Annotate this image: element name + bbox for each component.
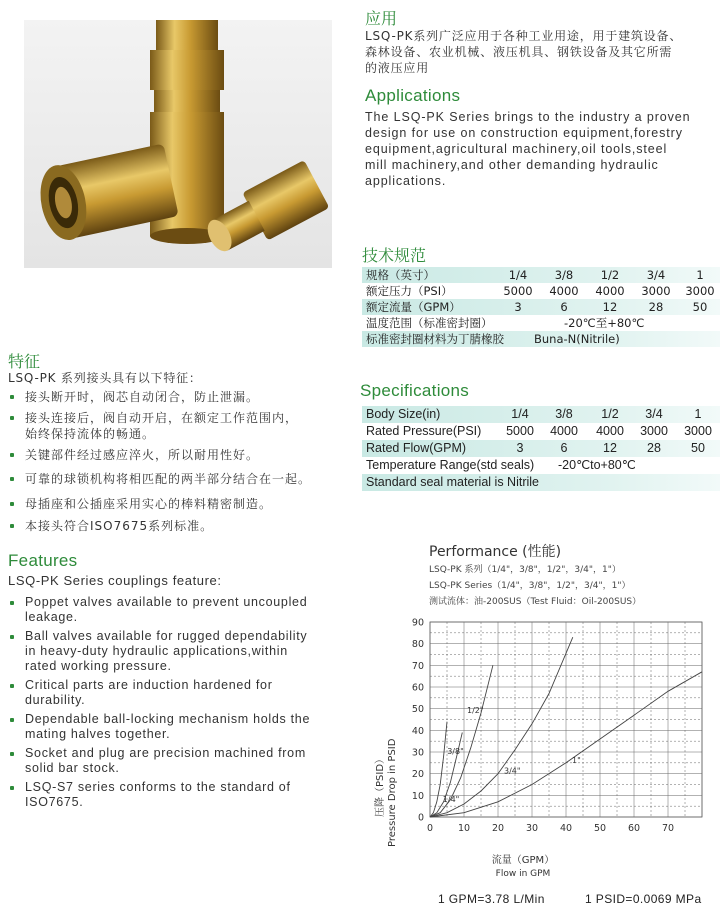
specs-zh-row (362, 331, 720, 347)
spec-value: 3/4 (646, 268, 666, 282)
spec-value: Buna-N(Nitrile) (534, 332, 620, 346)
specs-en-row (362, 423, 720, 440)
performance-title: Performance (性能) (429, 544, 562, 560)
spec-value: 3 (514, 300, 522, 314)
spec-value: 1/2 (601, 407, 619, 421)
performance-line-en: LSQ-PK Series（1/4"，3/8"，1/2"，3/4"，1"） (429, 581, 631, 591)
feature-zh-item: 接头连接后，阀自动开启，在额定工作范围内， 始终保持流体的畅通。 (8, 410, 353, 443)
spec-value: 12 (602, 300, 618, 314)
spec-value: 3000 (640, 424, 668, 438)
specs-en-row (362, 440, 720, 457)
specs-en-row (362, 457, 720, 474)
spec-value: 3000 (685, 284, 715, 298)
y-axis-title-zh: 压降（PSID） (375, 753, 386, 817)
x-tick-label: 10 (457, 823, 471, 834)
specs-en-row (362, 406, 720, 423)
spec-label: 额定流量（GPM） (366, 300, 461, 314)
features-en-heading: Features (8, 551, 78, 570)
applications-zh-line: 的液压应用 (365, 61, 430, 75)
conversion-psid: 1 PSID=0.0069 MPa (585, 892, 702, 906)
series-label: 1/4" (442, 794, 460, 804)
x-tick-label: 30 (525, 823, 539, 834)
series-label: 1" (572, 755, 581, 765)
performance-line-zh: LSQ-PK 系列（1/4"，3/8"，1/2"，3/4"，1"） (429, 565, 621, 575)
spec-value: 5000 (506, 424, 534, 438)
applications-en-heading: Applications (365, 86, 461, 105)
applications-en-text (365, 109, 715, 189)
spec-label: 标准密封圈材料为丁腈橡胶 (366, 332, 504, 346)
features-zh-heading: 特征 (8, 352, 41, 371)
feature-zh-item: 本接头符合ISO7675系列标准。 (8, 518, 353, 535)
x-tick-label: 20 (491, 823, 505, 834)
spec-value: 50 (692, 300, 708, 314)
series-label: 3/4" (504, 766, 521, 776)
applications-zh-text (365, 28, 715, 76)
spec-label: Temperature Range(std seals) (366, 458, 535, 472)
spec-value: 6 (560, 441, 568, 455)
features-en-intro: LSQ-PK Series couplings feature: (8, 573, 222, 588)
specs-zh-row (362, 267, 720, 283)
spec-value: 3/4 (645, 407, 663, 421)
spec-label: Body Size(in) (366, 407, 441, 421)
spec-value: 1/2 (600, 268, 620, 282)
spec-value: -20℃至+80℃ (564, 316, 645, 330)
features-zh-intro: LSQ-PK 系列接头具有以下特征： (8, 371, 202, 385)
spec-label: Rated Pressure(PSI) (366, 424, 482, 438)
product-photo (24, 20, 332, 268)
spec-label: Standard seal material is Nitrile (366, 475, 539, 489)
x-axis-title-zh: 流量（GPM） (491, 855, 555, 866)
y-tick-label: 30 (411, 747, 424, 759)
feature-en-item: Ball valves available for rugged dependability in heavy-duty hydraulic applications,within rated working pressure. (8, 629, 353, 674)
features-en-list (8, 595, 353, 810)
spec-value: 1/4 (508, 268, 528, 282)
y-tick-label: 0 (417, 812, 424, 824)
y-tick-label: 40 (411, 725, 424, 737)
spec-value: 28 (647, 441, 661, 455)
spec-value: 5000 (503, 284, 533, 298)
feature-en-item: LSQ-S7 series conforms to the standard of ISO7675. (8, 780, 353, 810)
applications-zh-line: 森林设备、农业机械、液压机具、钢铁设备及其它所需 (365, 45, 673, 59)
y-tick-label: 10 (411, 790, 424, 802)
spec-value: 4000 (549, 284, 579, 298)
specs-zh-row (362, 283, 720, 299)
y-tick-label: 20 (411, 769, 424, 781)
features-zh-list (8, 389, 353, 535)
specs-en-row (362, 474, 720, 491)
specs-zh-row (362, 299, 720, 315)
spec-value: 3/8 (554, 268, 574, 282)
applications-en-line: mill machinery,and other demanding hydraulic (365, 158, 659, 172)
y-axis-title (373, 738, 398, 847)
spec-value: 6 (560, 300, 568, 314)
feature-zh-item: 接头断开时，阀芯自动闭合，防止泄漏。 (8, 389, 353, 406)
performance-test-fluid: 测试流体：油-200SUS（Test Fluid：Oil-200SUS） (429, 597, 642, 607)
spec-value: 3000 (641, 284, 671, 298)
y-tick-label: 90 (411, 617, 424, 629)
feature-en-item: Critical parts are induction hardened for durability. (8, 678, 353, 708)
spec-value: 12 (603, 441, 617, 455)
feature-en-item: Socket and plug are precision machined from solid bar stock. (8, 746, 353, 776)
spec-value: 1 (694, 407, 702, 421)
applications-zh-heading: 应用 (365, 9, 398, 28)
y-tick-label: 60 (411, 682, 424, 694)
coupling-illustration (24, 20, 332, 268)
spec-label: 规格（英寸） (366, 268, 435, 282)
spec-value: 1/4 (511, 407, 529, 421)
specs-en-heading: Specifications (360, 381, 470, 400)
spec-value: 4000 (595, 284, 625, 298)
feature-en-item: Dependable ball-locking mechanism holds the mating halves together. (8, 712, 353, 742)
series-line (430, 637, 573, 817)
feature-en-item: Poppet valves available to prevent uncoupled leakage. (8, 595, 353, 625)
spec-label: Rated Flow(GPM) (366, 441, 467, 455)
series-label: 1/2" (467, 706, 484, 715)
x-tick-label: 60 (627, 823, 641, 834)
spec-value: 50 (691, 441, 705, 455)
applications-en-line: The LSQ-PK Series brings to the industry a proven (365, 110, 691, 124)
specs-en-table (362, 406, 720, 491)
spec-value: 3000 (684, 424, 712, 438)
x-tick-label: 40 (559, 823, 573, 834)
spec-value: 28 (648, 300, 664, 314)
spec-value: 3/8 (555, 407, 573, 421)
x-tick-label: 50 (593, 823, 607, 834)
x-tick-label: 0 (426, 823, 434, 834)
conversion-gpm: 1 GPM=3.78 L/Min (438, 892, 545, 906)
applications-zh-line: LSQ-PK系列广泛应用于各种工业用途，用于建筑设备、 (365, 29, 683, 43)
spec-value: -20℃to+80℃ (558, 458, 636, 472)
x-axis-title-en: Flow in GPM (495, 869, 551, 879)
spec-label: 额定压力（PSI） (366, 284, 453, 298)
spec-label: 温度范围（标准密封圈） (366, 316, 493, 330)
spec-value: 4000 (550, 424, 578, 438)
feature-zh-item: 可靠的球锁机构将相匹配的两半部分结合在一起。 (8, 471, 353, 488)
feature-zh-item: 关键部件经过感应淬火，所以耐用性好。 (8, 447, 353, 464)
specs-zh-heading: 技术规范 (362, 246, 427, 265)
spec-value: 3 (516, 441, 524, 455)
specs-zh-row (362, 315, 720, 331)
y-tick-label: 70 (411, 660, 424, 672)
spec-value: 4000 (596, 424, 624, 438)
y-tick-label: 80 (411, 639, 424, 651)
x-tick-label: 70 (661, 823, 675, 834)
y-tick-label: 50 (411, 704, 424, 716)
specs-zh-table (362, 267, 720, 347)
spec-value: 1 (696, 268, 704, 282)
feature-zh-item: 母插座和公插座采用实心的棒料精密制造。 (8, 496, 353, 513)
y-axis-title-en: Pressure Drop in PSID (387, 738, 398, 847)
series-label: 3/8" (447, 747, 464, 757)
applications-en-line: design for use on construction equipment,forestry (365, 126, 683, 140)
applications-en-line: applications. (365, 174, 447, 188)
chart-grid (430, 622, 702, 817)
series-line (430, 733, 462, 818)
applications-en-line: equipment,agricultural machinery,oil tools,steel (365, 142, 668, 156)
performance-chart (360, 600, 720, 900)
